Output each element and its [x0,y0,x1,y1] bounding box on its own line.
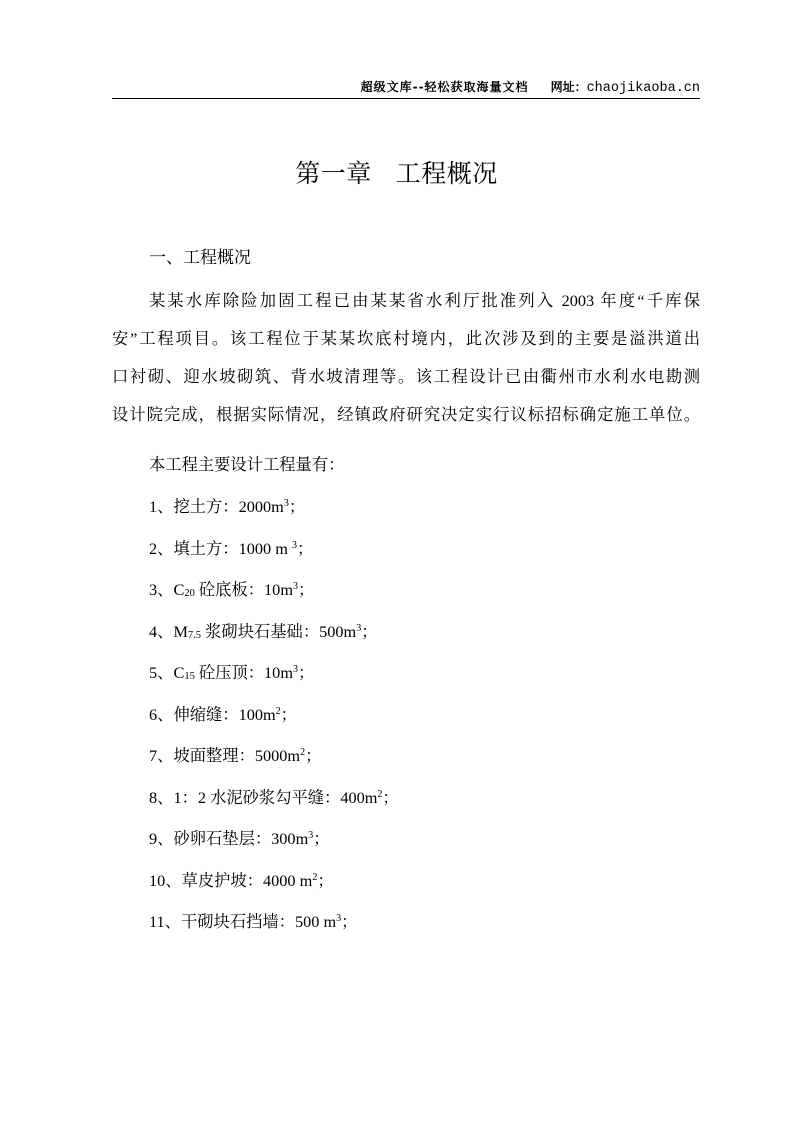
item-end: ； [361,621,378,641]
item-value: 100m [238,704,276,724]
item-end: ； [280,704,297,724]
item-name: 1：2 水泥砂浆勾平缝： [173,787,341,807]
item-name: 挖土方： [173,497,239,516]
item-value: 1000 m [238,538,292,558]
item-unit-exponent: 3 [356,622,362,634]
item-value: 500m [319,621,357,641]
quantity-item [149,538,313,560]
quantity-item [149,621,378,643]
item-value: 5000m [254,746,301,765]
item-end: ； [297,663,315,682]
quantity-item [149,870,334,892]
item-value: 10m [264,580,293,599]
intro-paragraph [112,282,700,434]
paragraph-line: 口衬砌、迎水坡砌筑、背水坡清理等。该工程设计已由衢州市水利水电勘测 [112,367,700,386]
item-material-code: M [173,621,188,641]
item-name: 干砌块石挡墙： [180,912,295,931]
item-index: 3、 [149,580,174,599]
item-value: 300m [271,829,309,848]
item-end: ； [341,912,358,931]
chapter-title [0,154,793,190]
item-end: ； [296,538,314,558]
quantity-item [149,579,314,601]
item-index: 10、 [149,870,182,890]
item-index: 2、 [149,538,174,558]
header-text [361,78,700,96]
item-index: 5、 [149,663,174,682]
quantity-item [149,662,314,684]
item-index: 6、 [149,704,174,724]
paragraph-line: 安”工程项目。该工程位于某某坎底村境内，此次涉及到的主要是溢洪道出 [112,329,700,348]
item-value: 400m [340,787,378,807]
page-header [112,76,700,99]
quantity-item [149,787,399,809]
header-url-label: 网址： [550,80,587,94]
item-name: 伸缩缝： [173,704,239,724]
item-unit-exponent: 3 [336,913,342,924]
item-unit-exponent: 2 [300,747,306,758]
item-end: ； [317,870,334,890]
paragraph-line: 设计院完成，根据实际情况，经镇政府研究决定实行议标招标确定施工单位。 [112,405,700,424]
item-material-grade: 15 [184,671,195,682]
item-index: 9、 [149,829,174,848]
item-unit-exponent: 2 [377,788,383,800]
item-end: ； [313,829,330,848]
item-value: 2000m [238,497,284,516]
chapter-name: 工程概况 [395,159,498,188]
item-unit-exponent: 3 [308,830,314,841]
item-end: ； [288,497,306,516]
quantity-item [149,496,305,518]
quantity-item [149,745,321,767]
item-unit-exponent: 2 [275,705,281,717]
section-heading: 一、工程概况 [149,248,251,268]
item-unit-exponent: 2 [312,871,318,883]
item-value: 4000 m [263,870,313,890]
item-unit-exponent: 3 [292,664,298,675]
item-index: 7、 [149,746,174,765]
item-name: 填土方： [173,538,239,558]
quantity-item [149,704,297,726]
quantity-item [149,911,357,933]
item-unit-exponent: 3 [283,498,289,509]
item-name: 砂卵石垫层： [173,829,272,848]
item-material-code: C [173,580,185,599]
chapter-number: 第一章 [295,159,372,188]
item-material-grade: 7.5 [187,629,202,641]
item-index: 4、 [149,621,174,641]
item-end: ； [382,787,399,807]
item-name: 砼压顶： [198,663,265,682]
quantities-intro: 本工程主要设计工程量有： [149,455,345,474]
item-index: 8、 [149,787,174,807]
header-url: chaojikaoba.cn [586,81,700,96]
paragraph-line: 某某水库除险加固工程已由某某省水利厅批准列入 2003 年度“千库保 [112,291,700,310]
item-unit-exponent: 3 [292,581,298,592]
item-index: 11、 [149,912,181,931]
item-end: ； [305,746,322,765]
item-value: 500 m [294,912,337,931]
item-unit-exponent: 3 [291,539,297,551]
item-name: 坡面整理： [173,746,255,765]
item-material-code: C [173,663,185,682]
item-index: 1、 [149,497,174,516]
item-material-grade: 20 [184,588,195,599]
item-name: 草皮护坡： [181,870,263,890]
header-site-name: 超级文库--轻松获取海量文档 [360,80,529,94]
item-name: 浆砌块石基础： [205,621,320,641]
item-end: ； [297,580,315,599]
item-name: 砼底板： [198,580,265,599]
item-value: 10m [264,663,293,682]
quantity-item [149,828,330,850]
